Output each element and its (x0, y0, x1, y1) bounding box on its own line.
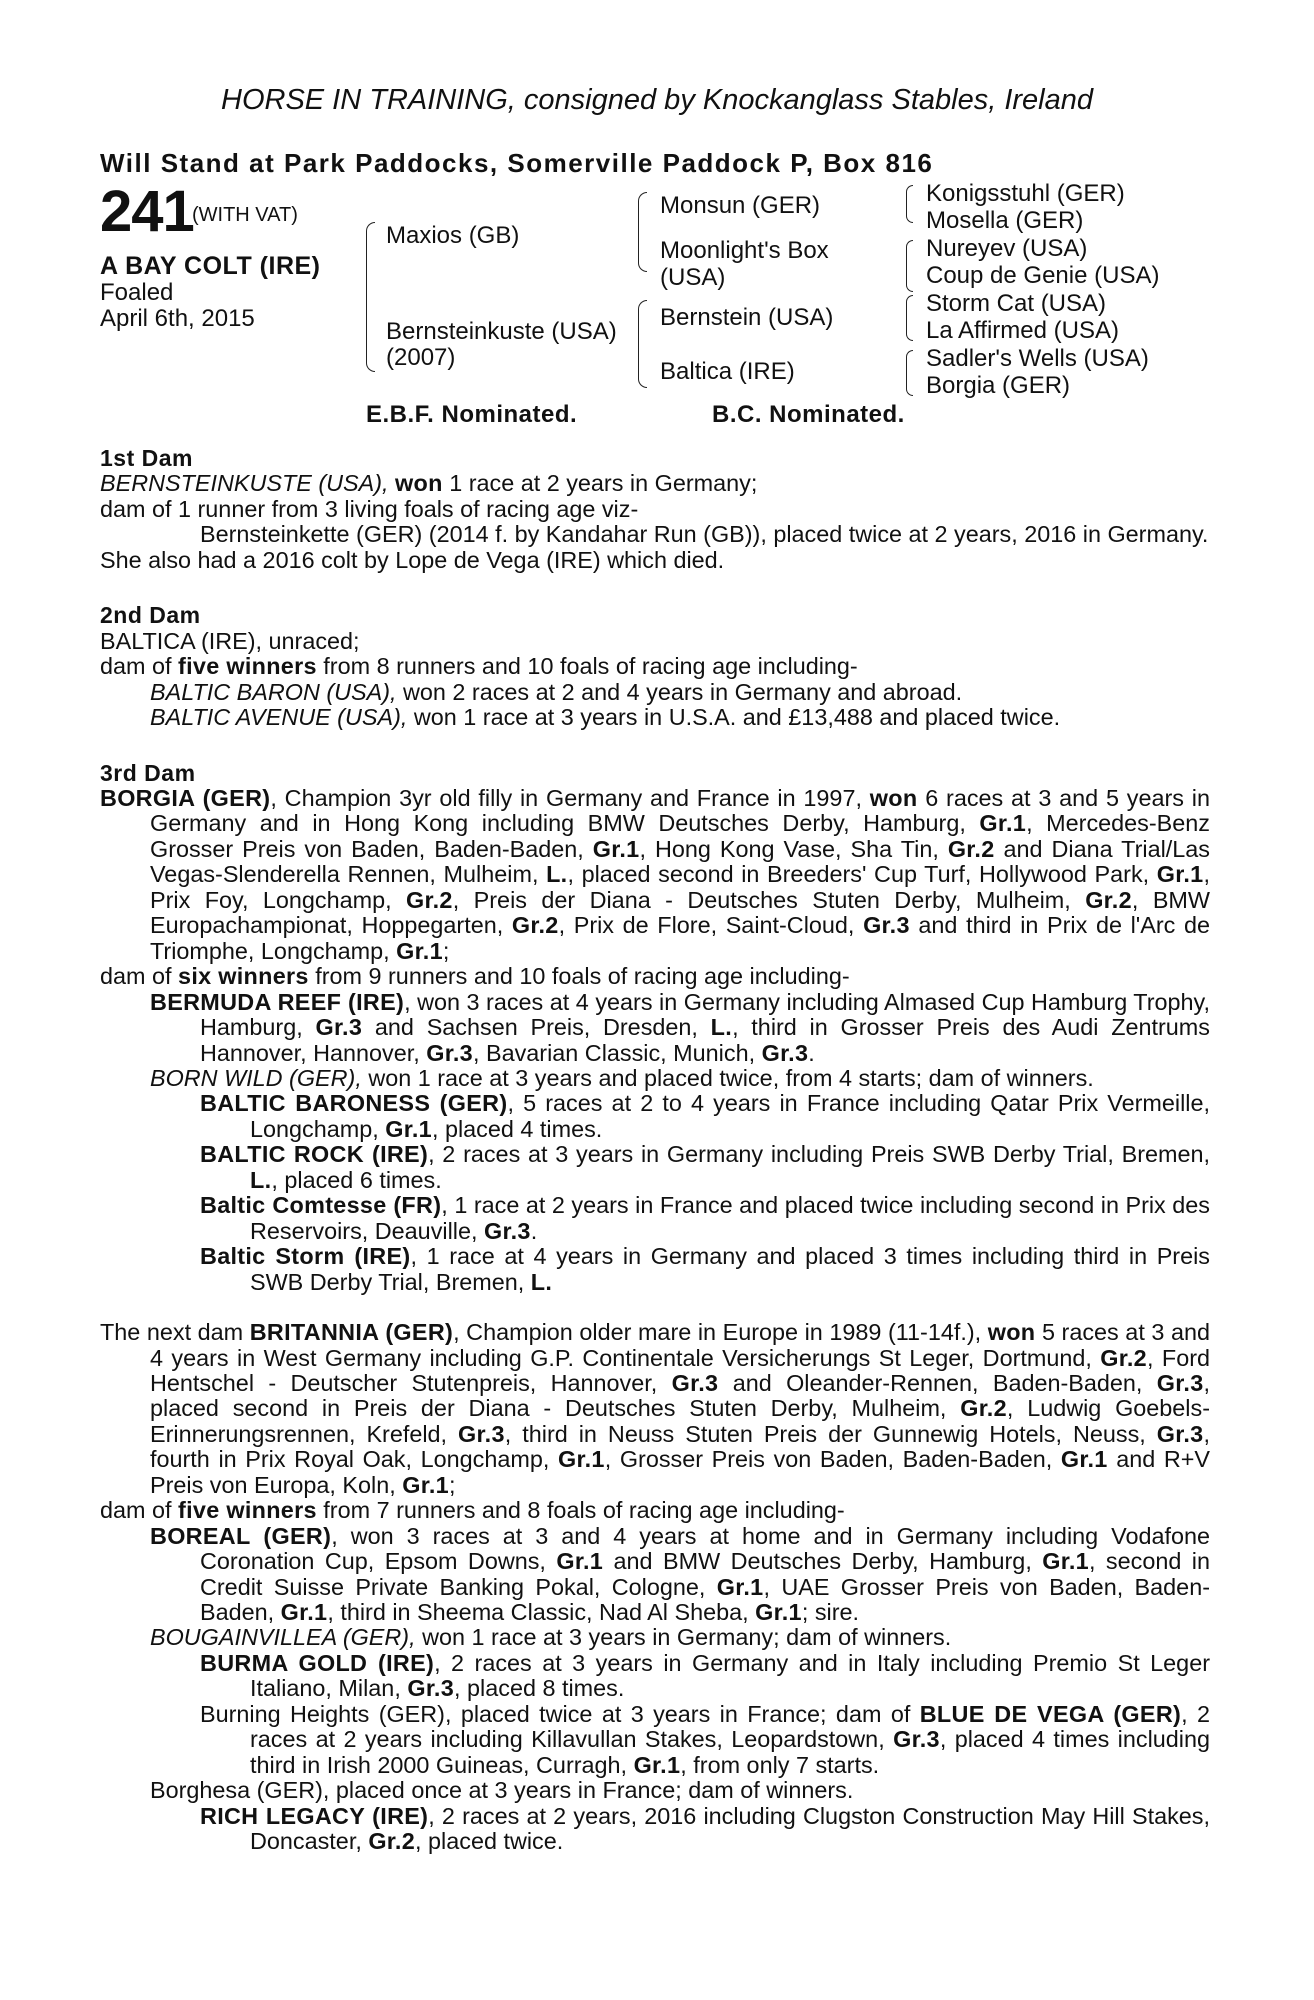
bold-text: BURMA GOLD (IRE) (200, 1649, 435, 1676)
text-segment: 6 races at 3 and 5 years in Germany and in Hong Kong including BMW Deutsches Derby, Hamburg, (150, 784, 1211, 837)
text-segment: , placed 4 times. (431, 1115, 603, 1142)
text-segment: , Mercedes-Benz Grosser Preis von Baden, Baden-Baden, (150, 810, 1210, 862)
bold-text: Gr.1 (385, 1115, 432, 1142)
dam-name: Bernsteinkuste (USA) (386, 318, 617, 345)
gen3-name-4: Coup de Genie (USA) (926, 262, 1160, 289)
lot-number: 241 (100, 179, 194, 244)
bold-text: Gr.1 (716, 1573, 764, 1600)
text-segment: and Oleander-Rennen, Baden-Baden, (718, 1369, 1157, 1396)
second-dam-runner: BALTIC AVENUE (USA), won 1 race at 3 years in U.S.A. and £13,488 and placed twice. (150, 704, 1061, 731)
text-segment: , placed second in Breeders' Cup Turf, Hollywood Park, (567, 861, 1157, 888)
text-segment: , placed twice. (415, 1828, 564, 1855)
text-segment: won 1 race at 3 years in Germany; dam of winners. (415, 1624, 952, 1651)
bold-text: Gr.3 (315, 1014, 363, 1041)
pedigree-brace-ds (906, 295, 913, 341)
text-segment: , won 3 races at 4 years in Germany including Almased Cup Hamburg Trophy, Hamburg, (200, 988, 1210, 1041)
text-segment: , second in Credit Suisse Private Banking Pokal, Cologne, (200, 1548, 1210, 1600)
bold-text: Gr.3 (407, 1675, 455, 1702)
bold-text: L. (250, 1166, 272, 1193)
text-segment: and Sachsen Preis, Dresden, (362, 1014, 711, 1041)
text-segment: from 7 runners and 8 foals of racing age including- (316, 1497, 845, 1524)
third-dam-heading: 3rd Dam (100, 759, 196, 786)
text-segment: . (808, 1039, 815, 1066)
next-dam-grandrunner (100, 1651, 1210, 1702)
next-dam-grandrunner (100, 1702, 1210, 1778)
bold-text: won (987, 1319, 1036, 1346)
text-segment: , Grosser Preis von Baden, Baden-Baden, (604, 1446, 1061, 1473)
bold-text: Gr.3 (458, 1420, 505, 1447)
bold-text: Gr.1 (280, 1599, 328, 1626)
third-dam-grandrunner (100, 1091, 1210, 1142)
bc-nominated: B.C. Nominated. (712, 401, 905, 428)
pedigree-brace-sire (638, 192, 647, 272)
bold-text: Gr.1 (1156, 861, 1204, 888)
winners-count: five winners (178, 653, 317, 680)
second-dam-runner: BALTIC BARON (USA), won 2 races at 2 and 4 years in Germany and abroad. (150, 678, 963, 705)
text-segment: , placed 8 times. (454, 1675, 625, 1702)
text-segment: , 1 race at 2 years in France and placed twice including second in Prix des Reservoirs, Deauville, (250, 1192, 1210, 1244)
bold-text: Gr.3 (761, 1039, 809, 1066)
second-dam-name: BALTICA (IRE), unraced; (100, 627, 360, 654)
italic-text: BOUGAINVILLEA (GER), (150, 1624, 416, 1651)
sire-dam-name: Moonlight's Box (660, 237, 829, 264)
third-dam-grandrunner (100, 1193, 1210, 1244)
text-segment: , Ludwig Goebels-Erinnerungsrennen, Krefeld, (150, 1395, 1210, 1447)
bold-text: L. (546, 861, 568, 888)
third-dam-grandrunner (100, 1244, 1210, 1295)
bold-text: Gr.3 (893, 1726, 940, 1753)
text-segment: Burning Heights (GER), placed twice at 3 years in France; dam of (200, 1700, 920, 1727)
text-segment: , Champion older mare in Europe in 1989 (11-14f.), (453, 1319, 988, 1346)
second-dam-heading: 2nd Dam (100, 602, 201, 629)
bold-text: Gr.3 (1156, 1420, 1204, 1447)
pedigree-brace-dam (638, 300, 647, 388)
pedigree-brace-dd (906, 350, 913, 396)
text-segment: ; (442, 937, 450, 964)
dam-sire-name: Bernstein (USA) (660, 304, 834, 331)
bold-text: Gr.2 (406, 886, 453, 913)
bold-text: Gr.2 (1085, 886, 1132, 913)
bold-text: Gr.1 (592, 835, 640, 862)
bold-text: BERMUDA REEF (IRE) (150, 988, 405, 1015)
bold-text: Gr.1 (396, 937, 443, 964)
text-segment: Borghesa (GER), placed once at 3 years in France; dam of winners. (150, 1777, 854, 1804)
text-segment: 5 races at 3 and 4 years in West Germany including G.P. Continentale Versicherungs St Leger, Dortmund, (150, 1319, 1210, 1371)
bold-text: Gr.1 (633, 1751, 681, 1778)
bold-text: Gr.1 (556, 1548, 604, 1575)
first-dam-produce: dam of 1 runner from 3 living foals of racing age viz- (100, 495, 639, 522)
dam-year: (2007) (386, 344, 456, 371)
third-dam-runner (100, 990, 1210, 1066)
bold-text: Gr.1 (402, 1471, 449, 1498)
text-segment: , 2 races at 2 years including Killavullan Stakes, Leopardstown, (250, 1700, 1211, 1753)
sire-dam-country: (USA) (660, 264, 726, 291)
text-segment: dam of (100, 963, 179, 990)
first-dam-note: She also had a 2016 colt by Lope de Vega (IRE) which died. (100, 546, 725, 573)
text-segment: , UAE Grosser Preis von Baden, Baden-Baden, (200, 1573, 1210, 1626)
ebf-nominated: E.B.F. Nominated. (366, 401, 578, 428)
bold-text: six winners (178, 963, 309, 990)
bold-text: Gr.3 (1156, 1369, 1204, 1396)
lot-description: A BAY COLT (IRE) (100, 252, 321, 280)
next-dam-runner (100, 1625, 1210, 1650)
text-segment: , fourth in Prix Royal Oak, Longchamp, (150, 1420, 1210, 1473)
text-segment: , 2 races at 3 years in Germany and in Italy including Premio St Leger Italiano, Milan, (250, 1649, 1210, 1702)
bold-text: Gr.3 (426, 1039, 473, 1066)
text-segment: dam of (100, 1497, 179, 1524)
bold-text: Gr.1 (558, 1446, 605, 1473)
bold-text: Gr.1 (755, 1599, 802, 1626)
gen3-name-6: La Affirmed (USA) (926, 317, 1119, 344)
text-segment: , Prix Foy, Longchamp, (150, 861, 1210, 913)
bold-text: L. (530, 1268, 553, 1295)
bold-text: Gr.2 (960, 1395, 1007, 1422)
bold-text: Baltic Storm (IRE) (200, 1243, 411, 1270)
italic-text: BORN WILD (GER), (150, 1064, 362, 1091)
text-segment: , Prix de Flore, Saint-Cloud, (558, 912, 864, 939)
next-dam-produce (100, 1498, 1210, 1523)
text-segment: , Champion 3yr old filly in Germany and France in 1997, (270, 784, 870, 811)
next-dam-runner (100, 1778, 1210, 1803)
text-segment: , 2 races at 3 years in Germany including Preis SWB Derby Trial, Bremen, (428, 1141, 1210, 1168)
next-dam-record (100, 1320, 1210, 1498)
pedigree-brace-sd (906, 240, 913, 292)
third-dam-grandrunner (100, 1142, 1210, 1193)
won-label: won (395, 470, 443, 497)
sire-name: Maxios (GB) (386, 222, 520, 249)
third-dam-produce (100, 964, 1210, 989)
text-segment: and third in Prix de l'Arc de Triomphe, Longchamp, (150, 912, 1210, 964)
gen3-name-7: Sadler's Wells (USA) (926, 345, 1149, 372)
text-segment: and Diana Trial/Las Vegas-Slenderella Rennen, Mulheim, (150, 835, 1211, 888)
gen3-name-3: Nureyev (USA) (926, 235, 1088, 262)
text-segment: , Ford Hentschel - Deutscher Stutenpreis, Hannover, (150, 1344, 1210, 1396)
page-header: HORSE IN TRAINING, consigned by Knockanglass Stables, Ireland (221, 84, 1093, 116)
second-dam-produce: dam of five winners from 8 runners and 10 foals of racing age including- (100, 653, 858, 680)
text-segment: , third in Grosser Preis des Audi Zentrums Hannover, Hannover, (200, 1014, 1210, 1066)
pedigree-brace-ss (906, 185, 913, 223)
first-dam-record (100, 471, 1210, 496)
bold-text: BRITANNIA (GER) (249, 1319, 454, 1346)
produce-record (100, 446, 1210, 1855)
text-segment: won 1 race at 3 years and placed twice, from 4 starts; dam of winners. (361, 1064, 1094, 1091)
bold-text: Gr.3 (863, 912, 910, 939)
bold-text: BORGIA (GER) (100, 784, 271, 811)
bold-text: Gr.2 (947, 835, 995, 862)
bold-text: Gr.1 (979, 810, 1027, 837)
bold-text: BALTIC BARONESS (GER) (200, 1090, 508, 1117)
bold-text: Gr.3 (671, 1369, 719, 1396)
text-segment: , Preis der Diana - Deutsches Stuten Derby, Mulheim, (452, 886, 1086, 913)
bold-text: BOREAL (GER) (150, 1522, 332, 1549)
first-dam-runner: Bernsteinkette (GER) (2014 f. by Kandahar Run (GB)), placed twice at 2 years, 2016 in Germany. (200, 521, 1209, 548)
gen3-name-1: Konigsstuhl (GER) (926, 180, 1125, 207)
bold-text: Gr.1 (1042, 1548, 1089, 1575)
bold-text: won (869, 784, 918, 811)
text-segment: The next dam (100, 1319, 250, 1346)
text-segment: , from only 7 starts. (680, 1751, 880, 1778)
foaled-label: Foaled (100, 279, 174, 306)
text-segment: , Bavarian Classic, Munich, (472, 1039, 762, 1066)
bold-text: Gr.3 (484, 1217, 531, 1244)
text-segment: , 1 race at 4 years in Germany and placed 3 times including third in Preis SWB Derby Trial, Bremen, (250, 1243, 1210, 1295)
third-dam-runner (100, 1066, 1210, 1091)
stand-location: Will Stand at Park Paddocks, Somerville Paddock P, Box 816 (100, 148, 934, 178)
text-segment: , 5 races at 2 to 4 years in France including Qatar Prix Vermeille, Longchamp, (250, 1090, 1210, 1142)
text-segment: , Hong Kong Vase, Sha Tin, (639, 835, 948, 862)
vat-note: (WITH VAT) (192, 204, 298, 226)
text-segment: ; sire. (801, 1599, 860, 1626)
text-segment: , placed 6 times. (271, 1166, 442, 1193)
bold-text: Gr.2 (368, 1828, 416, 1855)
bold-text: Gr.2 (511, 912, 559, 939)
text-segment: ; (448, 1471, 456, 1498)
text-segment: , 2 races at 2 years, 2016 including Clugston Construction May Hill Stakes, Doncaster, (250, 1802, 1210, 1855)
text-segment: , third in Sheema Classic, Nad Al Sheba, (327, 1599, 756, 1626)
foaled-date: April 6th, 2015 (100, 305, 255, 332)
dam-dam-name: Baltica (IRE) (660, 358, 795, 385)
pedigree-brace-gen1 (366, 222, 375, 372)
bold-text: Gr.2 (1100, 1344, 1147, 1371)
first-dam-name: BERNSTEINKUSTE (USA), (100, 470, 389, 497)
bold-text: BALTIC ROCK (IRE) (200, 1141, 429, 1168)
text-segment: , third in Neuss Stuten Preis der Gunnewig Hotels, Neuss, (504, 1420, 1157, 1447)
text-segment: , placed second in Preis der Diana - Deutsches Stuten Derby, Mulheim, (150, 1369, 1211, 1422)
sire-sire-name: Monsun (GER) (660, 192, 821, 219)
text-segment: , placed 4 times including third in Irish 2000 Guineas, Curragh, (250, 1726, 1210, 1778)
text-segment: . (530, 1217, 538, 1244)
text-segment: from 9 runners and 10 foals of racing age including- (308, 963, 850, 990)
first-dam-heading: 1st Dam (100, 445, 193, 471)
gen3-name-5: Storm Cat (USA) (926, 290, 1107, 317)
bold-text: L. (710, 1014, 733, 1041)
text-segment: and R+V Preis von Europa, Koln, (150, 1446, 1211, 1498)
bold-text: Gr.1 (1060, 1446, 1108, 1473)
text-segment: , BMW Europachampionat, Hoppegarten, (150, 886, 1210, 939)
text-segment: and BMW Deutsches Derby, Hamburg, (603, 1548, 1043, 1575)
gen3-name-8: Borgia (GER) (926, 372, 1071, 399)
next-dam-runner (100, 1524, 1210, 1626)
bold-text: Baltic Comtesse (FR) (200, 1192, 442, 1219)
bold-text: BLUE DE VEGA (GER) (919, 1700, 1182, 1727)
next-dam-grandrunner (100, 1804, 1210, 1855)
gen3-name-2: Mosella (GER) (926, 207, 1084, 234)
third-dam-record (100, 786, 1210, 964)
bold-text: RICH LEGACY (IRE) (200, 1802, 429, 1829)
text-segment: , won 3 races at 3 and 4 years at home and in Germany including Vodafone Coronation Cup, Epsom Downs, (200, 1522, 1211, 1575)
bold-text: five winners (178, 1497, 317, 1524)
first-dam-race-record: 1 race at 2 years in Germany; (442, 470, 758, 497)
